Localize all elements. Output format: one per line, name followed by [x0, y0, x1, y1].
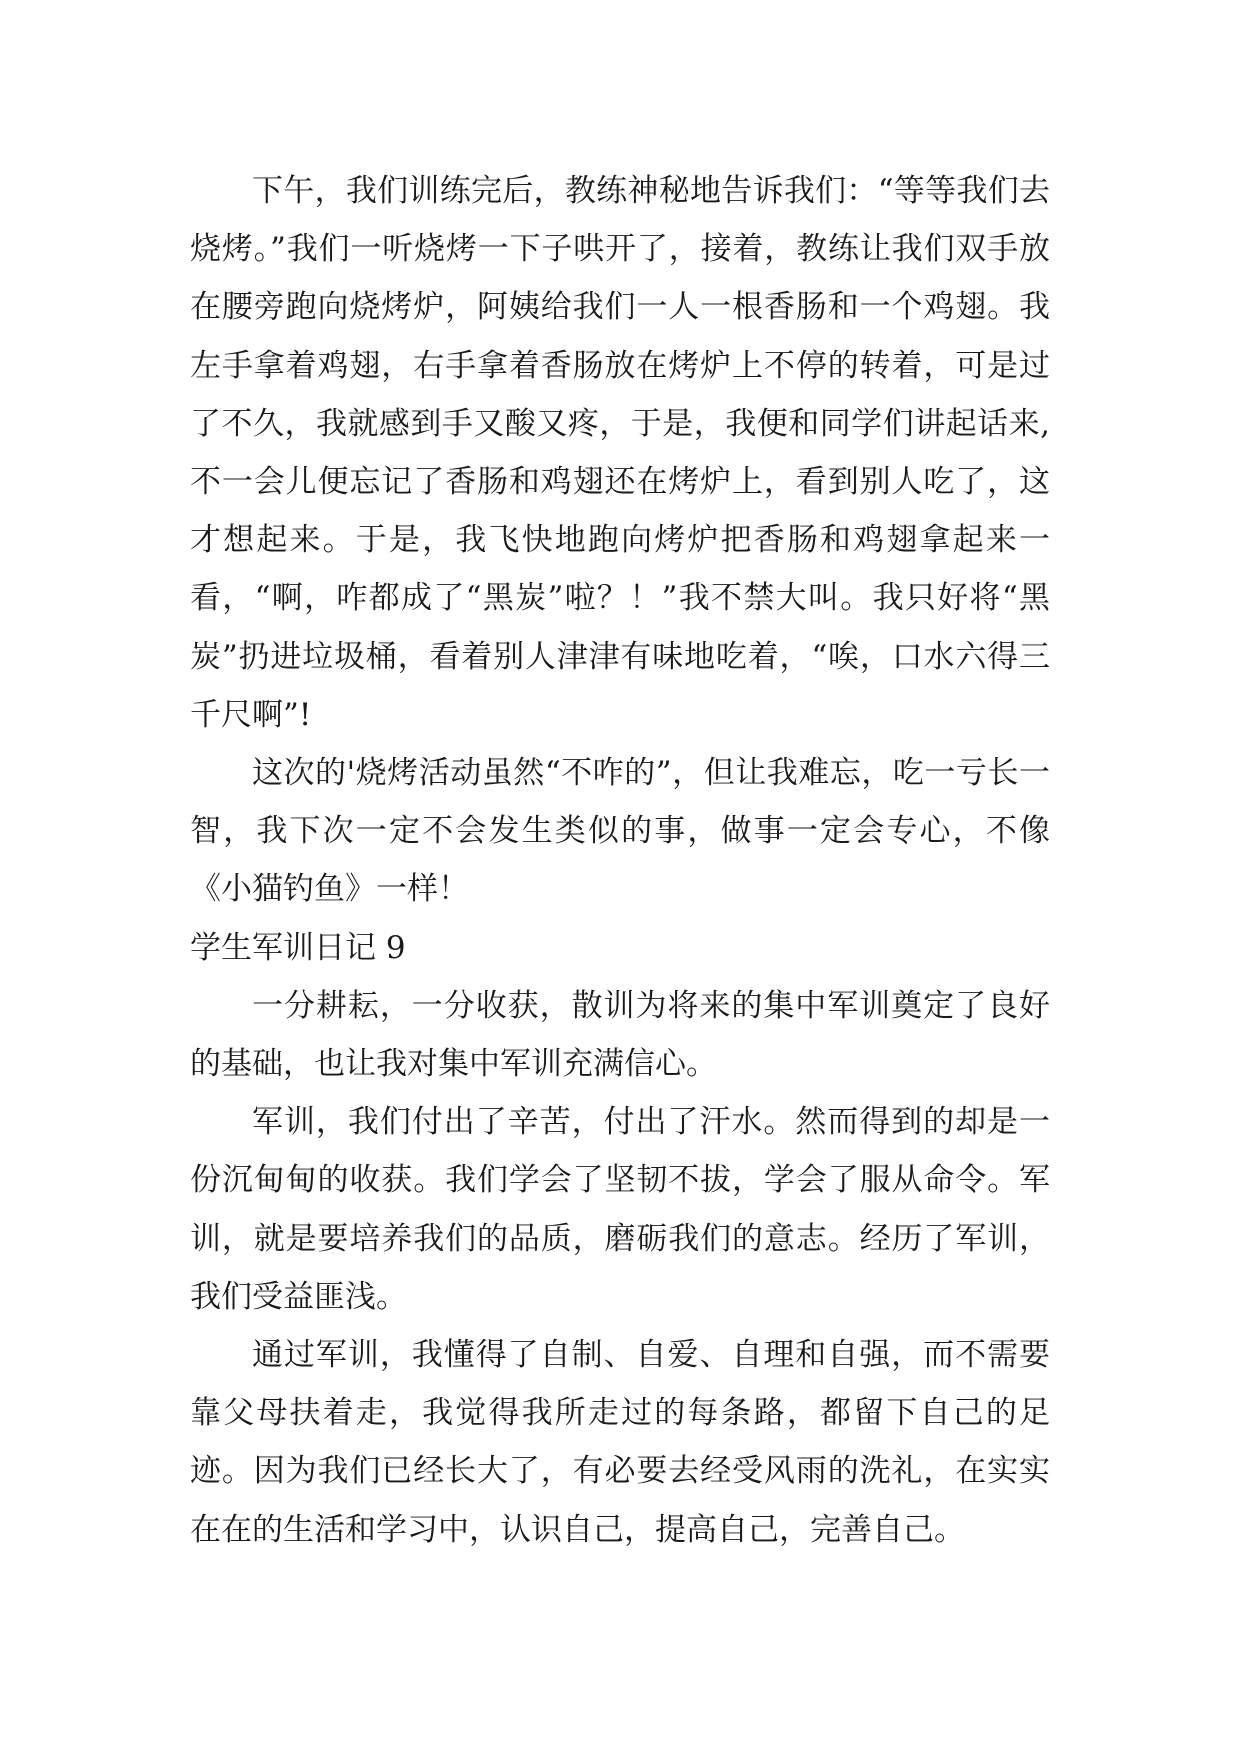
- section-heading: 学生军训日记 9: [190, 929, 406, 966]
- paragraph-barbecue-story: 下午，我们训练完后，教练神秘地告诉我们：“等等我们去烧烤。”我们一听烧烤一下子哄开了，接着，教练让我们双手放在腰旁跑向烧烤炉，阿姨给我们一人一根香肠和一个鸡翅。我左手拿着鸡翅，右手拿着香肠放在烤炉上不停的转着，可是过了不久，我就感到手又酸又疼，于是，我便和同学们讲起话来,不一会儿便忘记了香肠和鸡翅还在烤炉上，看到别人吃了，这才想起来。于是，我飞快地跑向烤炉把香肠和鸡翅拿起来一看，“啊，咋都成了“黑炭”啦？！”我不禁大叫。我只好将“黑炭”扔进垃圾桶，看着别人津津有味地吃着，“唉，口水六得三千尺啊”!: [190, 173, 1050, 733]
- document-body: [190, 162, 1050, 1559]
- paragraph-training-growth: 通过军训，我懂得了自制、自爱、自理和自强，而不需要靠父母扶着走，我觉得我所走过的每条路，都留下自己的足迹。因为我们已经长大了，有必要去经受风雨的洗礼，在实实在在的生活和学习中，认识自己，提高自己，完善自己。: [190, 1337, 1050, 1548]
- paragraph-training-foundation: 一分耕耘，一分收获，散训为将来的集中军训奠定了良好的基础，也让我对集中军训充满信心。: [190, 987, 1050, 1083]
- paragraph-training-harvest: 军训，我们付出了辛苦，付出了汗水。然而得到的却是一份沉甸甸的收获。我们学会了坚韧不拔，学会了服从命令。军训，就是要培养我们的品质，磨砺我们的意志。经历了军训，我们受益匪浅。: [190, 1104, 1050, 1315]
- paragraph-barbecue-reflection: 这次的'烧烤活动虽然“不咋的”，但让我难忘，吃一亏长一智，我下次一定不会发生类似的事，做事一定会专心，不像《小猫钓鱼》一样！: [190, 755, 1050, 908]
